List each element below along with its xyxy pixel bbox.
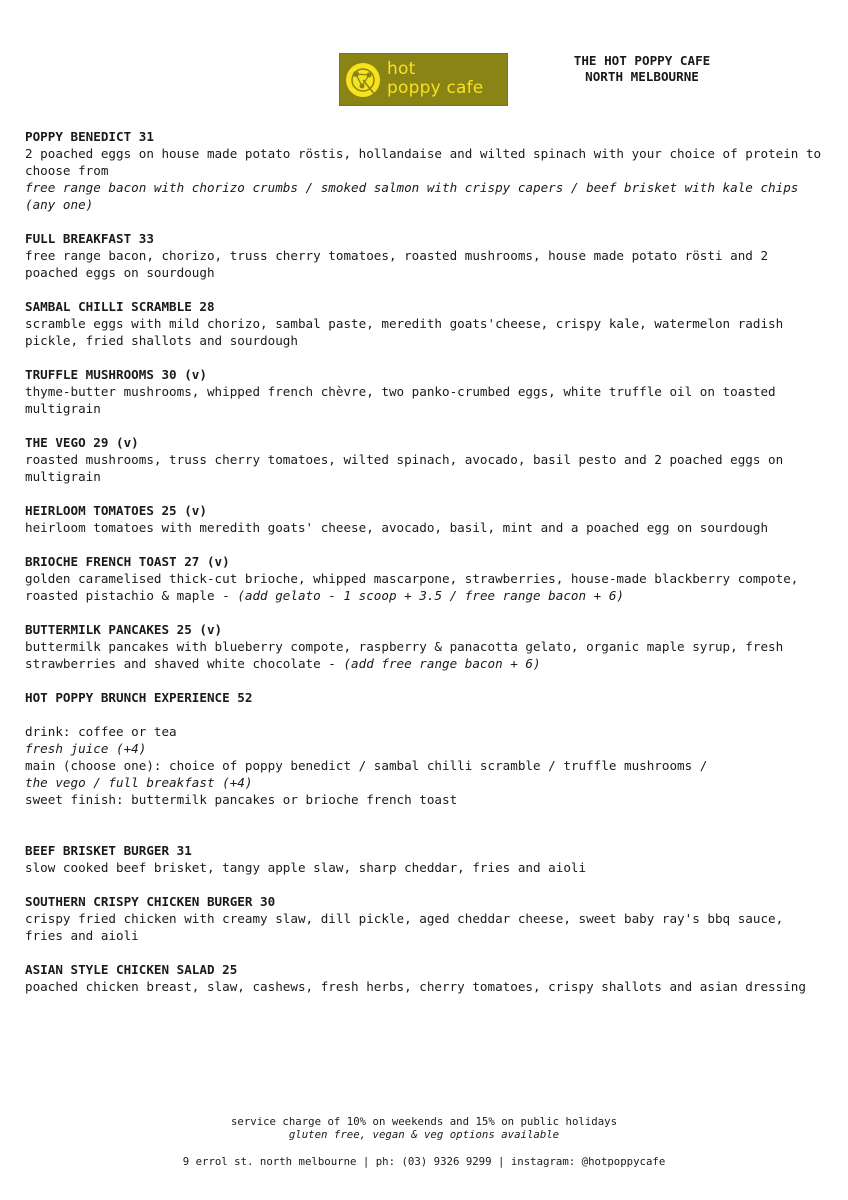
- item-description: thyme-butter mushrooms, whipped french chèvre, two panko-crumbed eggs, white truffle oil on toasted multigrain: [25, 384, 776, 416]
- footer-notes: [0, 1115, 848, 1141]
- brunch-drink: drink: coffee or tea: [25, 724, 177, 739]
- cafe-title-line2: NORTH MELBOURNE: [585, 69, 699, 84]
- menu-item-poppy-benedict: [25, 128, 825, 213]
- menu-content: [25, 128, 825, 1012]
- item-description: 2 poached eggs on house made potato röstis, hollandaise and wilted spinach with your choice of protein to choose from: [25, 146, 822, 178]
- item-description: roasted mushrooms, truss cherry tomatoes, wilted spinach, avocado, basil pesto and 2 poached eggs on multigrain: [25, 452, 784, 484]
- item-addons: (add gelato - 1 scoop + 3.5 / free range bacon + 6): [237, 588, 624, 603]
- item-name: BRIOCHE FRENCH TOAST 27 (v): [25, 554, 230, 569]
- item-name: HEIRLOOM TOMATOES 25 (v): [25, 503, 207, 518]
- item-name: POPPY BENEDICT 31: [25, 129, 154, 144]
- brunch-main: main (choose one): choice of poppy benedict / sambal chilli scramble / truffle mushrooms /: [25, 758, 708, 773]
- item-description: scramble eggs with mild chorizo, sambal paste, meredith goats'cheese, crispy kale, watermelon radish pickle, fried shallots and sourdough: [25, 316, 784, 348]
- item-description: slow cooked beef brisket, tangy apple slaw, sharp cheddar, fries and aioli: [25, 860, 587, 875]
- menu-item-sambal-chilli-scramble: [25, 298, 825, 349]
- brunch-juice: fresh juice (+4): [25, 741, 147, 756]
- item-description: poached chicken breast, slaw, cashews, fresh herbs, cherry tomatoes, crispy shallots and asian dressing: [25, 979, 806, 994]
- item-name: ASIAN STYLE CHICKEN SALAD 25: [25, 962, 238, 977]
- cafe-logo: [339, 53, 508, 106]
- cafe-title-line1: THE HOT POPPY CAFE: [573, 53, 711, 68]
- dietary-note: gluten free, vegan & veg options available: [288, 1128, 560, 1141]
- item-description: [25, 638, 825, 672]
- item-name: THE VEGO 29 (v): [25, 435, 139, 450]
- service-charge-note: service charge of 10% on weekends and 15% on public holidays: [230, 1115, 618, 1128]
- item-description-text: buttermilk pancakes with blueberry compote, raspberry & panacotta gelato, organic maple syrup, fresh strawberries and shaved white chocolate -: [25, 639, 784, 671]
- menu-item-beef-brisket-burger: [25, 842, 825, 876]
- menu-item-buttermilk-pancakes: [25, 621, 825, 672]
- footer-contact: 9 errol st. north melbourne | ph: (03) 9326 9299 | instagram: @hotpoppycafe: [182, 1155, 666, 1168]
- poppy-flower-icon: [342, 58, 384, 102]
- item-description: free range bacon, chorizo, truss cherry tomatoes, roasted mushrooms, house made potato rösti and 2 poached eggs on sourdough: [25, 248, 769, 280]
- brunch-details: [25, 723, 825, 808]
- item-name: BUTTERMILK PANCAKES 25 (v): [25, 622, 223, 637]
- item-name: FULL BREAKFAST 33: [25, 231, 154, 246]
- brunch-main-extra: the vego / full breakfast (+4): [25, 775, 253, 790]
- menu-item-truffle-mushrooms: [25, 366, 825, 417]
- item-description: crispy fried chicken with creamy slaw, dill pickle, aged cheddar cheese, sweet baby ray's bbq sauce, fries and aioli: [25, 911, 784, 943]
- item-description-text: golden caramelised thick-cut brioche, whipped mascarpone, strawberries, house-made blackberry compote, roasted pistachio & maple -: [25, 571, 799, 603]
- logo-text-poppy-cafe: poppy cafe: [387, 78, 484, 98]
- menu-item-asian-style-chicken-salad: [25, 961, 825, 995]
- menu-item-heirloom-tomatoes: [25, 502, 825, 536]
- menu-item-brunch-experience: [25, 689, 825, 808]
- brunch-sweet: sweet finish: buttermilk pancakes or brioche french toast: [25, 792, 458, 807]
- cafe-title: [548, 53, 736, 85]
- item-name: BEEF BRISKET BURGER 31: [25, 843, 192, 858]
- item-name: SAMBAL CHILLI SCRAMBLE 28: [25, 299, 215, 314]
- item-description: [25, 570, 825, 604]
- item-protein-options: free range bacon with chorizo crumbs / smoked salmon with crispy capers / beef brisket with kale chips (any one): [25, 180, 799, 212]
- menu-item-brioche-french-toast: [25, 553, 825, 604]
- item-name: TRUFFLE MUSHROOMS 30 (v): [25, 367, 207, 382]
- menu-item-full-breakfast: [25, 230, 825, 281]
- item-name: SOUTHERN CRISPY CHICKEN BURGER 30: [25, 894, 276, 909]
- logo-text-hot: hot: [387, 59, 416, 79]
- logo-text: [387, 60, 483, 98]
- item-addons: (add free range bacon + 6): [343, 656, 541, 671]
- menu-item-southern-crispy-chicken-burger: [25, 893, 825, 944]
- menu-item-the-vego: [25, 434, 825, 485]
- item-name: HOT POPPY BRUNCH EXPERIENCE 52: [25, 690, 253, 705]
- item-description: heirloom tomatoes with meredith goats' cheese, avocado, basil, mint and a poached egg on sourdough: [25, 520, 769, 535]
